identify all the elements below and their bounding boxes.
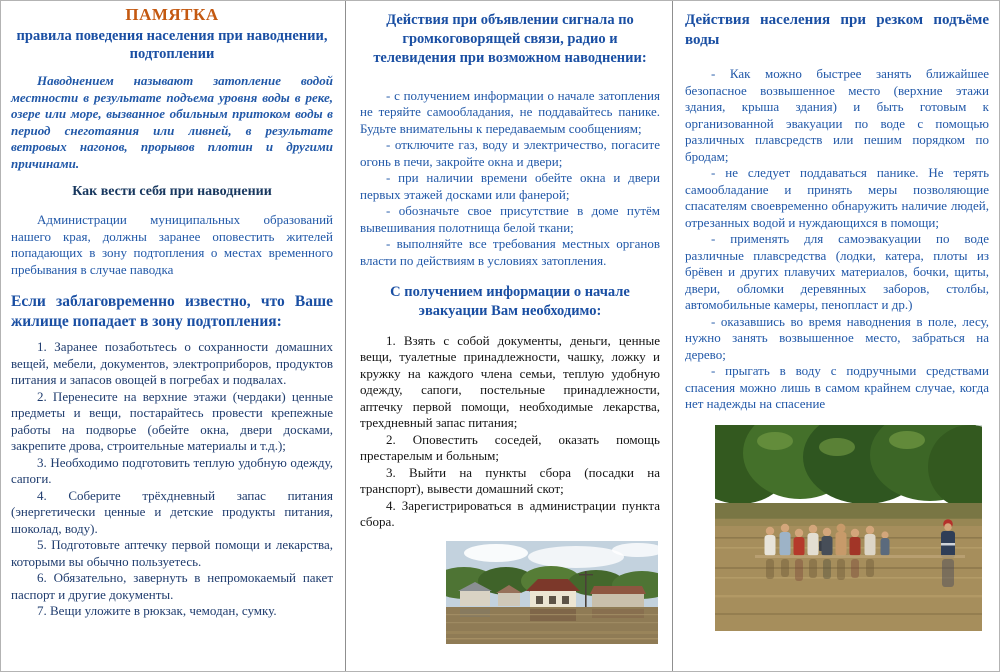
rise-action-2: - не следует поддаваться панике. Не терять самообладание и принять меры позволяющие спасателям своевременно обнаружить наличие людей, отрезанных водой и нуждающихся в помощи; xyxy=(685,165,989,230)
evacuation-step-4: 4. Зарегистрироваться в администрации пункта сбора. xyxy=(360,497,660,530)
signal-heading: Действия при объявлении сигнала по громкоговорящей связи, радио и телевидения при возможном наводнении: xyxy=(373,12,647,66)
column-signal-actions xyxy=(346,1,672,671)
rise-action-1: - Как можно быстрее занять ближайшее безопасное возвышенное место (верхние этажи здания, крыша здания) и быть готовым к организованной эвакуации по воде с помощью различных плавсредств или пешим порядком по бродам; xyxy=(685,66,989,164)
rapid-rise-heading: Действия населения при резком подъёме воды xyxy=(685,12,989,48)
leaflet-subtitle: правила поведения населения при наводнении, подтоплении xyxy=(16,28,328,63)
preparation-step-5: 5. Подготовьте аптечку первой помощи и лекарства, которыми вы обычно пользуетесь. xyxy=(11,537,333,569)
rapid-rise-actions-list xyxy=(685,66,989,413)
evacuation-step-1: 1. Взять с собой документы, деньги, ценные вещи, туалетные принадлежности, чашку, ложку и кружку на каждого члена семьи, теплую удобную одежду, сапоги, постельные принадлежности, аптечку первой помощи, необходимые лекарства, трехдневный запас питания; xyxy=(360,332,660,431)
flooded-village-photo xyxy=(446,541,658,644)
advance-known-heading: Если заблаговременно известно, что Ваше жилище попадает в зону подтопления: xyxy=(11,293,333,330)
evacuation-step-3: 3. Выйти на пункты сбора (посадки на транспорт), вывести домашний скот; xyxy=(360,464,660,497)
preparation-step-4: 4. Соберите трёхдневный запас питания (энергетически ценные и детские продукты питания, шоколад, воду). xyxy=(11,487,333,536)
rise-action-5: - прыгать в воду с подручными средствами спасения можно лишь в самом крайнем случае, когда нет надежды на спасение xyxy=(685,363,989,411)
rise-action-3: - применять для самоэвакуации по воде различные плавсредства (лодки, катера, плоты из брёвен и других плавучих материалов, бочки, щиты, двери, обломки деревянных заборов, столбы, автомобильные камеры, пенопласт и др.) xyxy=(685,231,989,312)
signal-action-2: - отключите газ, воду и электричество, погасите огонь в печи, закройте окна и двери; xyxy=(360,137,660,169)
signal-actions-list xyxy=(360,88,660,270)
signal-action-3: - при наличии времени обейте окна и двери первых этажей досками или фанерой; xyxy=(360,170,660,202)
people-wading-illustration xyxy=(715,425,982,631)
evacuation-steps-list xyxy=(360,333,660,531)
preparation-step-7: 7. Вещи уложите в рюкзак, чемодан, сумку. xyxy=(37,603,277,618)
behave-heading: Как вести себя при наводнении xyxy=(72,184,272,200)
signal-action-1: - с получением информации о начале затопления не теряйте самообладания, не поддавайтесь панике. Будьте внимательны к передаваемым сообщениям; xyxy=(360,87,660,136)
preparation-steps-list xyxy=(11,339,333,620)
preparation-step-1: 1. Заранее позаботьтесь о сохранности домашних вещей, мебели, документов, электроприборов, продуктов питания и запасов овощей в погребах и подвалах. xyxy=(11,339,333,387)
column-rapid-rise-actions xyxy=(673,1,999,671)
administration-paragraph: Администрации муниципальных образований нашего края, должны заранее оповестить жителей попадающих в зону подтопления о местах временного пребывания в случае паводка xyxy=(11,212,333,277)
preparation-step-3: 3. Необходимо подготовить теплую удобную одежду, сапоги. xyxy=(11,454,333,486)
flood-definition-paragraph: Наводнением называют затопление водой местности в результате подъема уровня воды в реке, озере или море, вызванное обильным притоком воды в период снеготаяния или ливней, в результате ветровых нагонов, прорывов плотин и другими причинами. xyxy=(11,73,333,171)
flooded-village-illustration xyxy=(446,541,658,644)
evacuation-step-2: 2. Оповестить соседей, оказать помощь престарелым и больным; xyxy=(360,431,660,464)
signal-action-4: - обозначьте свое присутствие в доме путём вывешивания полотнища белой ткани; xyxy=(360,203,660,235)
people-wading-photo xyxy=(715,425,982,631)
signal-action-5: - выполняйте все требования местных органов власти по действиям в условиях затопления. xyxy=(360,236,660,268)
rise-action-4: - оказавшись во время наводнения в поле, лесу, нужно занять возвышенное место, забраться на дерево; xyxy=(685,313,989,362)
leaflet-title: ПАМЯТКА xyxy=(125,5,219,24)
preparation-step-2: 2. Перенесите на верхние этажи (чердаки) ценные предметы и вещи, постарайтесь провести крепежные работы на подворье (обейте окна, двери досками, закрепите дрова, строительные материалы и т.д.); xyxy=(11,388,333,453)
column-general-rules xyxy=(1,1,345,671)
preparation-step-6: 6. Обязательно, завернуть в непромокаемый пакет паспорт и другие документы. xyxy=(11,570,333,602)
evacuation-heading: С получением информации о начале эвакуации Вам необходимо: xyxy=(390,284,630,319)
